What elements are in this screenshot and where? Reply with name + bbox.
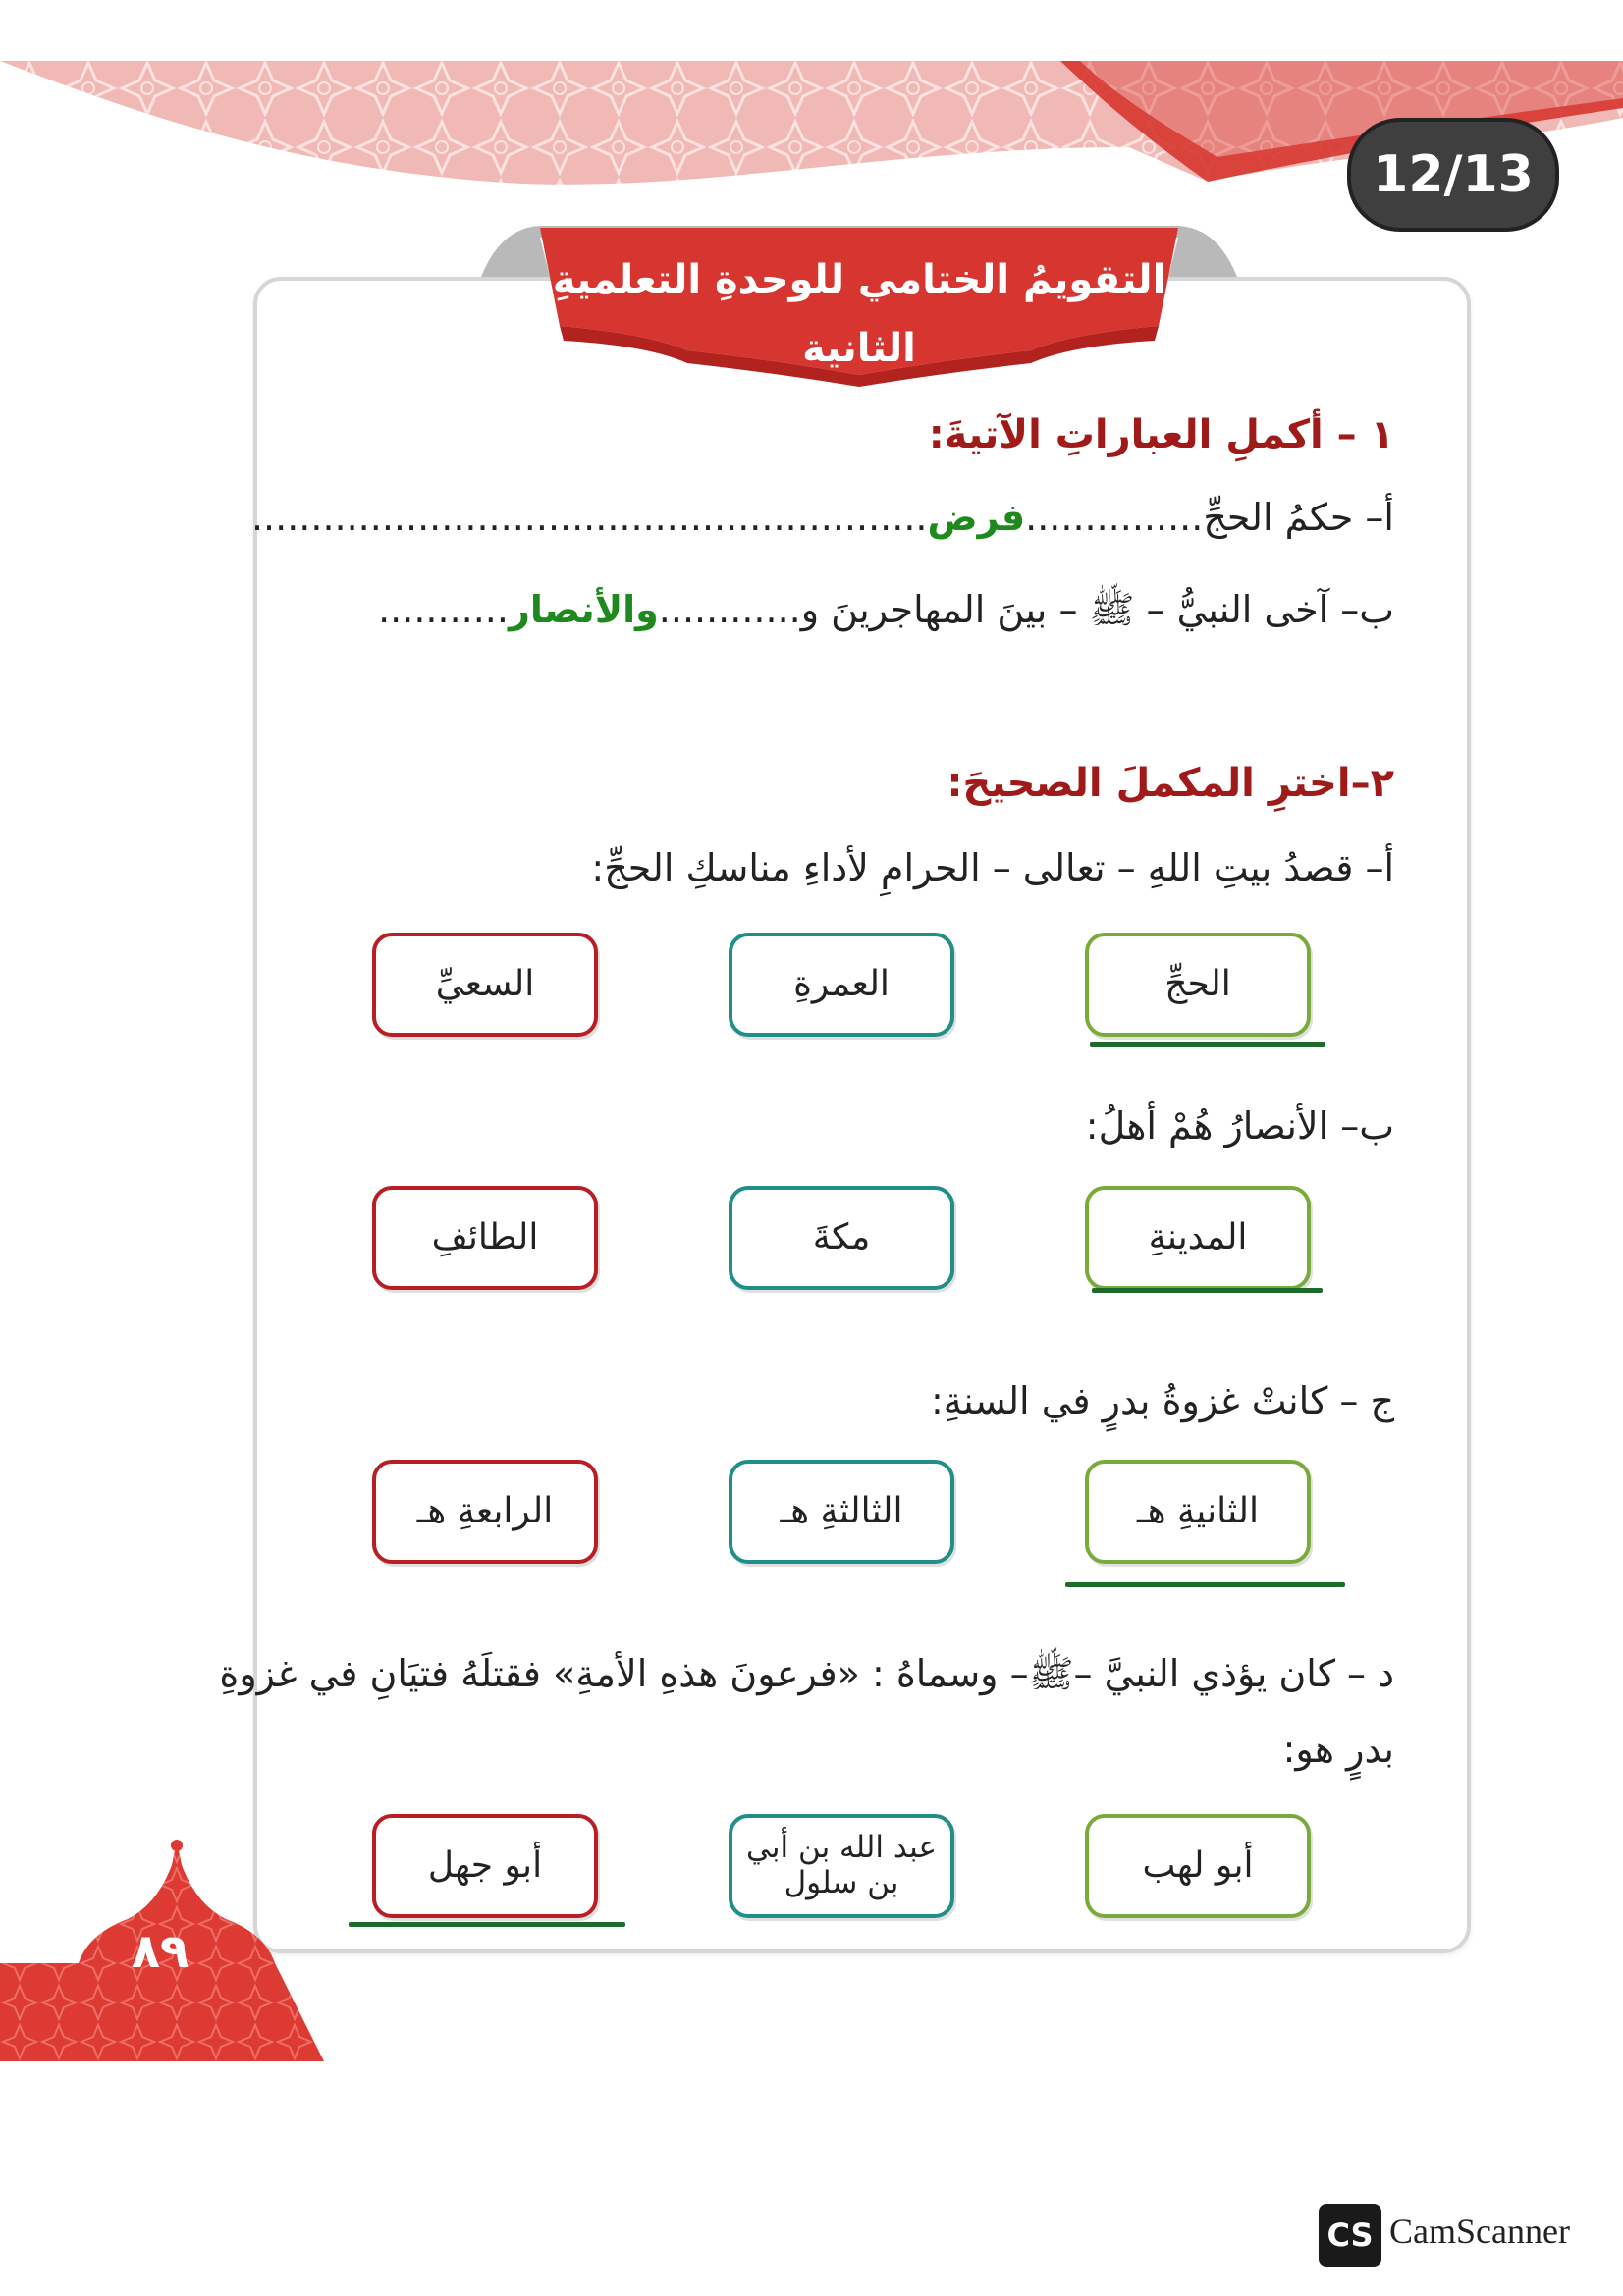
- q2-a-option-1[interactable]: الحجِّ: [1085, 933, 1311, 1037]
- q1-item-b: [378, 587, 1394, 641]
- q1-a-dots-after: .........................................................: [250, 496, 928, 539]
- q2-heading: ٢–اخترِ المكملَ الصحيحَ:: [947, 761, 1394, 806]
- q2-c-option-3[interactable]: الرابعةِ هـ: [372, 1460, 598, 1564]
- q1-b-answer: والأنصار: [508, 588, 659, 631]
- page-indicator-badge: 12/13: [1347, 118, 1559, 232]
- camscanner-label: CamScanner: [1389, 2212, 1570, 2251]
- q2-d-option-3[interactable]: أبو جهل: [372, 1814, 598, 1918]
- q2-d-question-cont: بدرٍ هو:: [1282, 1728, 1394, 1771]
- q1-b-prefix: ب– آخى النبيُّ – ﷺ – بينَ المهاجرينَ و: [800, 588, 1394, 631]
- q2-d-option-1[interactable]: أبو لهب: [1085, 1814, 1311, 1918]
- q2-a-option-3[interactable]: السعيِّ: [372, 933, 598, 1037]
- q2-c-answer-underline: [1065, 1582, 1345, 1587]
- camscanner-logo-icon: CS: [1319, 2204, 1381, 2267]
- q2-d-option-2[interactable]: عبد الله بن أبي بن سلول: [729, 1814, 954, 1918]
- q2-d-answer-underline: [349, 1922, 625, 1927]
- q1-a-prefix: أ– حكمُ الحجِّ: [1203, 496, 1394, 539]
- q2-b-question: ب– الأنصارُ هُمْ أهلُ:: [1085, 1104, 1394, 1148]
- q1-heading: ١ – أكملِ العباراتِ الآتيةَ:: [928, 412, 1394, 457]
- q2-b-option-1[interactable]: المدينةِ: [1085, 1186, 1311, 1290]
- q2-a-option-2[interactable]: العمرةِ: [729, 933, 954, 1037]
- q1-a-answer: فرض: [927, 496, 1026, 539]
- page-number: ٨٩: [131, 1924, 189, 1979]
- q2-a-question: أ– قصدُ بيتِ اللهِ – تعالى – الحرامِ لأداءِ مناسكِ الحجِّ:: [591, 846, 1394, 889]
- q1-b-dots-before: ............: [658, 588, 801, 631]
- q2-b-option-3[interactable]: الطائفِ: [372, 1186, 598, 1290]
- q2-c-option-2[interactable]: الثالثةِ هـ: [729, 1460, 954, 1564]
- q2-c-question: ج – كانتْ غزوةُ بدرٍ في السنةِ:: [930, 1379, 1394, 1422]
- q2-d-question: د – كان يؤذي النبيَّ –ﷺ– وسماهُ : «فرعونَ هذهِ الأمةِ» فقتلَهُ فتيَانِ في غزوةِ: [219, 1652, 1394, 1695]
- q1-b-dots-after: ...........: [378, 588, 509, 631]
- q1-item-a: [251, 496, 1394, 539]
- q2-a-answer-underline: [1090, 1042, 1325, 1047]
- q1-a-dots-before: ...............: [1025, 496, 1204, 539]
- banner-title: التقويمُ الختامي للوحدةِ التعلميةِ الثانية: [552, 257, 1166, 371]
- q2-b-answer-underline: [1092, 1288, 1323, 1293]
- q2-b-option-2[interactable]: مكةَ: [729, 1186, 954, 1290]
- q2-c-option-1[interactable]: الثانيةِ هـ: [1085, 1460, 1311, 1564]
